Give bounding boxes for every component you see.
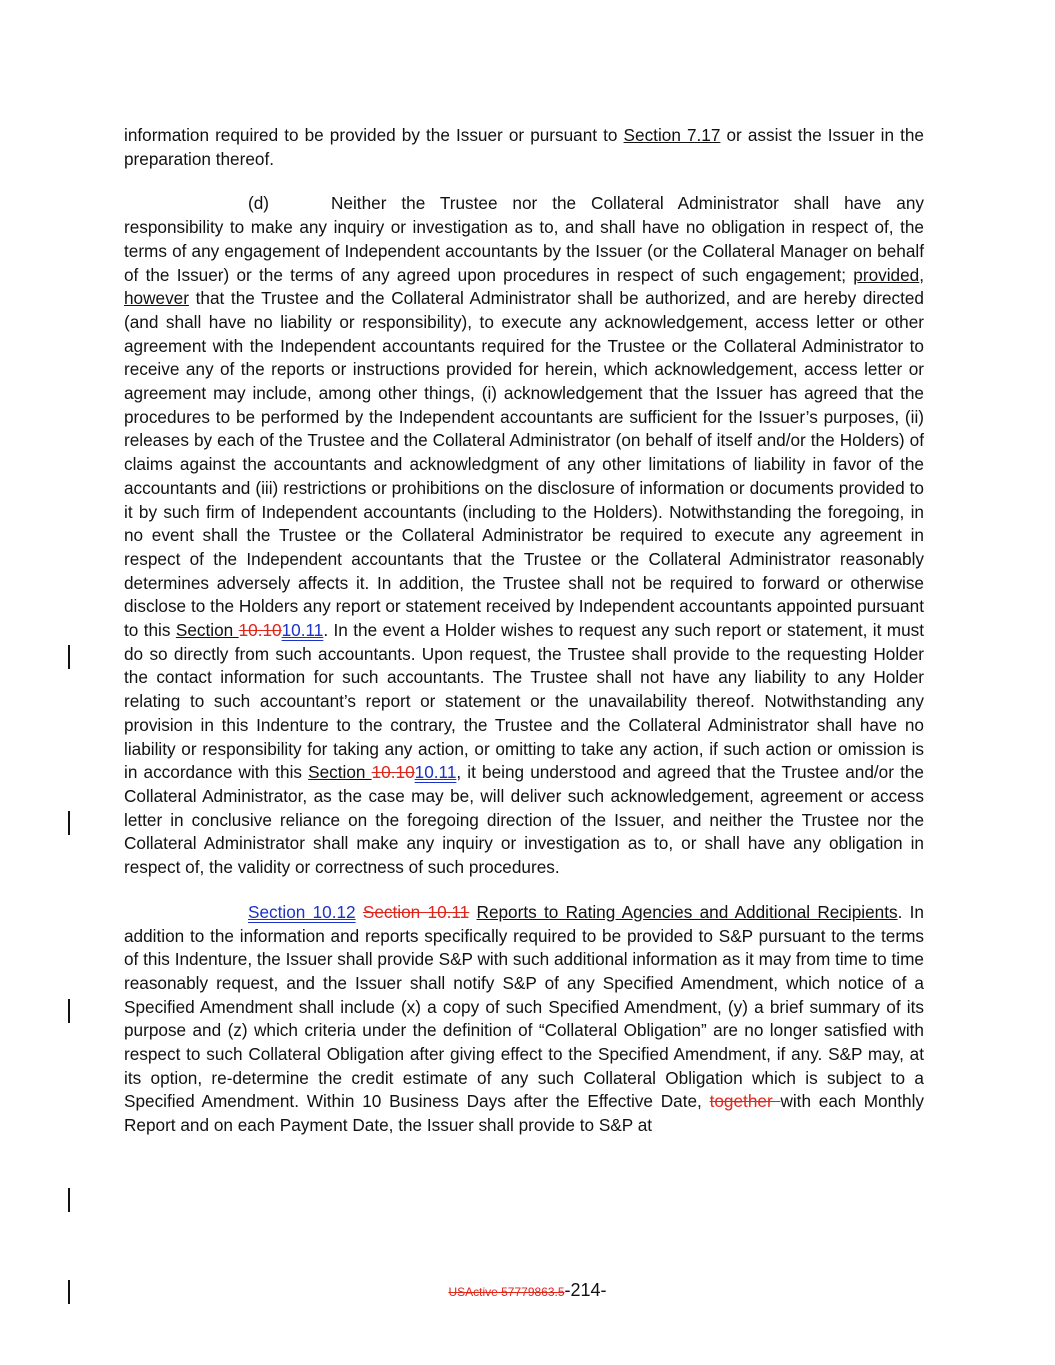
however-term: however	[124, 288, 189, 309]
paragraph-d: (d) Neither the Trustee nor the Collateral Administrator shall have any responsibility to make any inquiry or investigation as to, and shall have no obligation in respect of, the terms of any engagement of Independent accountants by the Issuer (or the Collateral Manager on behalf of the Issuer) or the terms of any agreed upon procedures in respect of such engagement; provided, however that the Trustee and the Collateral Administrator shall be authorized, and are hereby directed (and shall have no liability or responsibility), to execute any acknowledgement, access letter or other agreement with the Independent accountants required for the Trustee or the Collateral Administrator to receive any of the reports or instructions provided for herein, which acknowledgement, access letter or agreement may include, among other things, (i) acknowledgement that the Issuer has agreed that the procedures to be performed by the Independent accountants are sufficient for the Issuer’s purposes, (ii) releases by each of the Trustee and the Collateral Administrator (on behalf of itself and/or the Holders) of claims against the accountants and acknowledgment of any other limitations of liability in favor of the accountants and (iii) restrictions or prohibitions on the disclosure of information or documents provided to it by such firm of Independent accountants (including to the Holders). Notwithstanding the foregoing, in no event shall the Trustee or the Collateral Administrator be required to execute any agreement in respect of the Independent accountants that the Trustee or the Collateral Administrator reasonably determines adversely affects it. In addition, the Trustee shall not be required to forward or otherwise disclose to the Holders any report or statement received by Independent accountants appointed pursuant to this Section 10.1010.11. In the event a Holder wishes to request any such report or statement, it must do so directly from such accountants. Upon request, the Trustee shall provide to the requesting Holder the contact information for such accountants. The Trustee shall not have any liability to any Holder relating to such accountant’s report or statement or the unavailability thereof. Notwithstanding any provision in this Indenture to the contrary, the Trustee and the Collateral Administrator shall have no liability or responsibility for taking any action, or omitting to take any action, if such action or omission is in accordance with this Section 10.1010.11, it being understood and agreed that the Trustee and/or the Collateral Administrator, as the case may be, will deliver such acknowledgement, agreement or access letter in conclusive reliance on the foregoing direction of the Issuer, and neither the Trustee nor the Collateral Administrator shall make any inquiry or investigation as to, or shall have any obligation in respect of, the validity or correctness of such procedures.	[124, 193, 924, 878]
inserted-section-number: 10.11	[281, 620, 324, 641]
paragraph-section-heading: Section 10.12 Section 10.11 Reports to Rating Agencies and Additional Recipients. In addition to the information and reports specifically required to be provided to S&P pursuant to the terms of this Indenture, the Issuer shall provide S&P with such additional information as it may from time to time reasonably request, and the Issuer shall notify S&P of any Specified Amendment, which notice of a Specified Amendment shall include (x) a copy of such Specified Amendment, (y) a brief summary of its purpose and (z) which criteria under the definition of “Collateral Obligation” are no longer satisfied with respect to such Collateral Obligation after giving effect to the Specified Amendment, if any. S&P may, at its option, re-determine the credit estimate of any such Collateral Obligation which is subject to a Specified Amendment. Within 10 Business Days after the Effective Date, together with each Monthly Report and on each Payment Date, the Issuer shall provide to S&P at	[124, 901, 924, 1136]
change-bar	[68, 999, 70, 1023]
section-reference: Section 7.17	[623, 125, 721, 145]
section-word: Section	[308, 762, 372, 783]
inserted-section-heading: Section 10.12	[248, 901, 356, 922]
page-number: -214-	[564, 1280, 607, 1300]
change-bar	[68, 811, 70, 835]
deleted-word: together	[709, 1091, 781, 1112]
section-word: Section	[175, 620, 239, 641]
provided-term: provided	[853, 264, 920, 285]
document-body	[124, 124, 924, 1138]
deleted-section-number: 10.10	[371, 762, 415, 783]
page-footer	[0, 1280, 1055, 1301]
change-bar	[68, 1188, 70, 1212]
deleted-section-number: 10.10	[238, 620, 282, 641]
deleted-section-heading: Section 10.11	[362, 901, 470, 922]
deleted-doc-id: USActive 57779863.5	[448, 1285, 565, 1299]
inserted-section-number: 10.11	[414, 762, 457, 783]
paragraph-intro: information required to be provided by the Issuer or pursuant to Section 7.17 or assist the Issuer in the preparation thereof.	[124, 125, 924, 169]
change-bar	[68, 645, 70, 669]
clause-label: (d)	[248, 193, 270, 214]
section-title: Reports to Rating Agencies and Additional Recipients	[476, 901, 898, 922]
